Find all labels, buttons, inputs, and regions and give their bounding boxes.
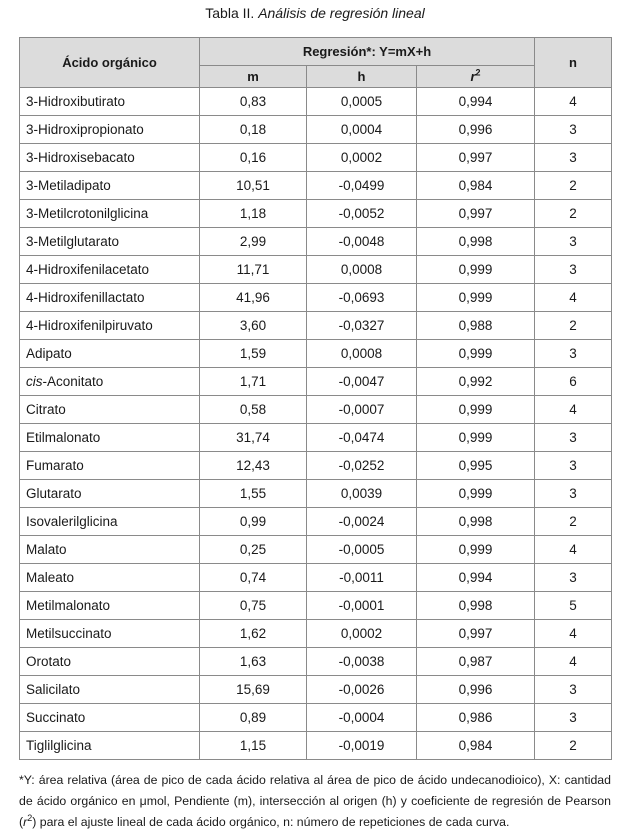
cell-m: 1,18: [200, 200, 307, 228]
caption-label: Tabla II.: [205, 5, 255, 21]
cell-r2: 0,998: [417, 592, 535, 620]
cell-m: 0,89: [200, 704, 307, 732]
cell-n: 3: [535, 144, 612, 172]
cell-r2: 0,998: [417, 228, 535, 256]
cell-h: -0,0005: [307, 536, 417, 564]
cell-m: 11,71: [200, 256, 307, 284]
table-row: [20, 508, 612, 536]
cell-m: 1,15: [200, 732, 307, 760]
acid-name: Orotato: [26, 654, 72, 669]
footnote-r: r: [23, 815, 28, 829]
cell-r2: 0,999: [417, 340, 535, 368]
cell-r2: 0,984: [417, 172, 535, 200]
acid-name: Isovalerilglicina: [26, 514, 118, 529]
cell-acid: [20, 676, 200, 704]
table-caption: [0, 4, 630, 22]
table-row: [20, 704, 612, 732]
acid-name: Metilsuccinato: [26, 626, 112, 641]
cell-h: -0,0019: [307, 732, 417, 760]
acid-name: Citrato: [26, 402, 66, 417]
cell-r2: 0,995: [417, 452, 535, 480]
cell-r2: 0,999: [417, 536, 535, 564]
cell-acid: [20, 564, 200, 592]
cell-n: 3: [535, 704, 612, 732]
cell-acid: [20, 620, 200, 648]
table-row: [20, 172, 612, 200]
acid-name: 4-Hidroxifenilacetato: [26, 262, 150, 277]
table-row: [20, 368, 612, 396]
cell-r2: 0,984: [417, 732, 535, 760]
header-r2: [417, 66, 535, 88]
table-row: [20, 284, 612, 312]
table-row: [20, 228, 612, 256]
cell-n: 2: [535, 312, 612, 340]
cell-m: 0,18: [200, 116, 307, 144]
cell-m: 10,51: [200, 172, 307, 200]
cell-h: 0,0002: [307, 144, 417, 172]
cell-acid: [20, 88, 200, 116]
cell-n: 3: [535, 480, 612, 508]
cell-acid: [20, 396, 200, 424]
header-regression: Regresión*: Y=mX+h: [200, 38, 535, 66]
cell-acid: [20, 116, 200, 144]
cell-n: 3: [535, 676, 612, 704]
cell-acid: [20, 648, 200, 676]
cell-h: -0,0499: [307, 172, 417, 200]
acid-name: 3-Metilcrotonilglicina: [26, 206, 149, 221]
cell-acid: [20, 256, 200, 284]
cell-r2: 0,997: [417, 200, 535, 228]
table-row: [20, 424, 612, 452]
cell-r2: 0,996: [417, 676, 535, 704]
table-row: [20, 200, 612, 228]
cell-h: 0,0008: [307, 340, 417, 368]
table-row: [20, 536, 612, 564]
cell-acid: [20, 508, 200, 536]
cell-r2: 0,994: [417, 88, 535, 116]
acid-name: Succinato: [26, 710, 86, 725]
table-row: [20, 396, 612, 424]
cell-r2: 0,999: [417, 256, 535, 284]
cell-r2: 0,992: [417, 368, 535, 396]
cell-h: -0,0026: [307, 676, 417, 704]
cell-n: 4: [535, 620, 612, 648]
cell-m: 0,16: [200, 144, 307, 172]
table-row: [20, 312, 612, 340]
cell-r2: 0,986: [417, 704, 535, 732]
cell-h: -0,0693: [307, 284, 417, 312]
cell-acid: [20, 200, 200, 228]
cell-acid: [20, 732, 200, 760]
cell-h: -0,0001: [307, 592, 417, 620]
cell-r2: 0,996: [417, 116, 535, 144]
cell-m: 0,99: [200, 508, 307, 536]
cell-n: 3: [535, 564, 612, 592]
cell-n: 4: [535, 536, 612, 564]
acid-name: Glutarato: [26, 486, 82, 501]
cell-acid: [20, 368, 200, 396]
table-row: [20, 732, 612, 760]
cell-n: 3: [535, 116, 612, 144]
cell-h: -0,0052: [307, 200, 417, 228]
cell-h: -0,0038: [307, 648, 417, 676]
cell-n: 3: [535, 424, 612, 452]
cell-r2: 0,997: [417, 144, 535, 172]
table-row: [20, 144, 612, 172]
acid-name: Fumarato: [26, 458, 84, 473]
cell-h: -0,0252: [307, 452, 417, 480]
cell-r2: 0,988: [417, 312, 535, 340]
cell-m: 41,96: [200, 284, 307, 312]
cell-m: 1,59: [200, 340, 307, 368]
cell-acid: [20, 144, 200, 172]
cell-m: 0,83: [200, 88, 307, 116]
cell-acid: [20, 228, 200, 256]
cell-h: 0,0002: [307, 620, 417, 648]
header-m: m: [200, 66, 307, 88]
header-n: n: [535, 38, 612, 88]
cell-acid: [20, 592, 200, 620]
cell-n: 6: [535, 368, 612, 396]
cell-h: -0,0007: [307, 396, 417, 424]
acid-prefix: cis: [26, 374, 43, 389]
acid-name: Malato: [26, 542, 67, 557]
cell-h: 0,0004: [307, 116, 417, 144]
cell-m: 15,69: [200, 676, 307, 704]
acid-name: Salicilato: [26, 682, 81, 697]
acid-name: Metilmalonato: [26, 598, 111, 613]
cell-n: 4: [535, 88, 612, 116]
cell-r2: 0,987: [417, 648, 535, 676]
table-footnote: [19, 770, 611, 833]
cell-n: 3: [535, 452, 612, 480]
cell-h: -0,0004: [307, 704, 417, 732]
cell-m: 3,60: [200, 312, 307, 340]
cell-acid: [20, 536, 200, 564]
footnote-exp: 2: [27, 812, 33, 823]
table-row: [20, 480, 612, 508]
cell-n: 4: [535, 648, 612, 676]
table-row: [20, 116, 612, 144]
acid-name: Etilmalonato: [26, 430, 101, 445]
cell-h: -0,0024: [307, 508, 417, 536]
table-row: [20, 564, 612, 592]
cell-n: 3: [535, 340, 612, 368]
cell-m: 0,74: [200, 564, 307, 592]
footnote-part2: ) para el ajuste lineal de cada ácido orgánico, n: número de repeticiones de cada curva.: [32, 815, 510, 829]
cell-h: -0,0474: [307, 424, 417, 452]
cell-acid: [20, 284, 200, 312]
cell-m: 1,62: [200, 620, 307, 648]
cell-m: 0,25: [200, 536, 307, 564]
cell-n: 3: [535, 256, 612, 284]
table-row: [20, 592, 612, 620]
cell-n: 5: [535, 592, 612, 620]
table-row: [20, 620, 612, 648]
acid-name: 4-Hidroxifenilpiruvato: [26, 318, 153, 333]
cell-n: 2: [535, 200, 612, 228]
acid-name: Maleato: [26, 570, 75, 585]
cell-r2: 0,998: [417, 508, 535, 536]
cell-r2: 0,999: [417, 284, 535, 312]
cell-acid: [20, 312, 200, 340]
cell-h: -0,0011: [307, 564, 417, 592]
acid-name: 3-Metiladipato: [26, 178, 111, 193]
header-r2-base: r: [470, 69, 476, 84]
cell-h: 0,0039: [307, 480, 417, 508]
cell-m: 31,74: [200, 424, 307, 452]
cell-n: 4: [535, 396, 612, 424]
acid-name: 3-Hidroxisebacato: [26, 150, 135, 165]
cell-n: 2: [535, 172, 612, 200]
cell-acid: [20, 172, 200, 200]
table-row: [20, 676, 612, 704]
cell-acid: [20, 452, 200, 480]
acid-name: 3-Hidroxibutirato: [26, 94, 126, 109]
cell-h: 0,0005: [307, 88, 417, 116]
acid-name: 3-Hidroxipropionato: [26, 122, 144, 137]
cell-m: 12,43: [200, 452, 307, 480]
cell-acid: [20, 704, 200, 732]
table-row: [20, 88, 612, 116]
header-acid: Ácido orgánico: [20, 38, 200, 88]
regression-table: [19, 37, 612, 760]
cell-h: -0,0047: [307, 368, 417, 396]
cell-n: 2: [535, 732, 612, 760]
cell-r2: 0,999: [417, 424, 535, 452]
cell-m: 1,55: [200, 480, 307, 508]
cell-r2: 0,999: [417, 480, 535, 508]
cell-h: 0,0008: [307, 256, 417, 284]
acid-name: Adipato: [26, 346, 72, 361]
cell-m: 1,63: [200, 648, 307, 676]
cell-m: 2,99: [200, 228, 307, 256]
cell-h: -0,0048: [307, 228, 417, 256]
cell-r2: 0,994: [417, 564, 535, 592]
cell-h: -0,0327: [307, 312, 417, 340]
acid-name: 4-Hidroxifenillactato: [26, 290, 145, 305]
acid-name: 3-Metilglutarato: [26, 234, 120, 249]
table-row: [20, 340, 612, 368]
cell-acid: [20, 480, 200, 508]
cell-n: 2: [535, 508, 612, 536]
caption-title: Análisis de regresión lineal: [258, 5, 425, 21]
header-r2-exp: 2: [475, 67, 481, 78]
header-h: h: [307, 66, 417, 88]
acid-name: Tiglilglicina: [26, 738, 92, 753]
cell-r2: 0,997: [417, 620, 535, 648]
cell-n: 4: [535, 284, 612, 312]
acid-name: -Aconitato: [42, 374, 104, 389]
cell-acid: [20, 340, 200, 368]
cell-m: 0,75: [200, 592, 307, 620]
table-body: [20, 88, 612, 760]
cell-acid: [20, 424, 200, 452]
table-row: [20, 256, 612, 284]
cell-r2: 0,999: [417, 396, 535, 424]
footnote-part1: *Y: área relativa (área de pico de cada ácido relativa al área de pico de ácido undecanodioico), X: cantidad de ácido orgánico en μmol, Pendiente (m), intersección al origen (h) y coeficiente de regresión de Pearson (: [19, 773, 611, 829]
cell-m: 1,71: [200, 368, 307, 396]
cell-n: 3: [535, 228, 612, 256]
table-row: [20, 452, 612, 480]
table-row: [20, 648, 612, 676]
cell-m: 0,58: [200, 396, 307, 424]
